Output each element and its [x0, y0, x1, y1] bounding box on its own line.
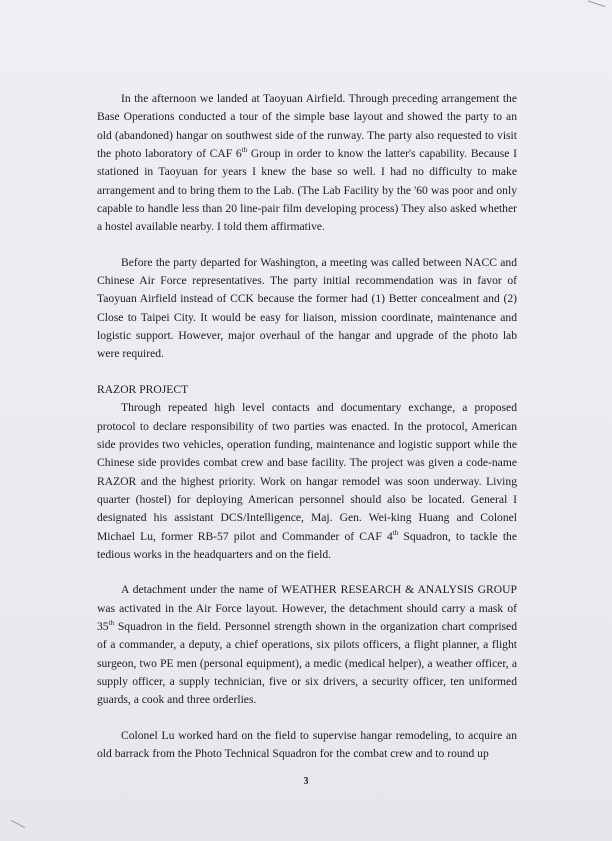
paragraph-detachment: A detachment under the name of WEATHER RESEARCH & ANALYSIS GROUP was activated in the Air Force layout. However, the detachment should carry a mask of 35th Squadron in the field. Personnel strength shown in the organization chart comprised of a commander, a deputy, a chief operations, six pilots officers, a flight planner, a flight surgeon, two PE men (personal equipment), a medic (medical helper), a weather officer, a supply officer, a supply technician, five or six drivers, a security officer, ten uniformed guards, a cook and three orderlies. — [97, 583, 517, 707]
document-body — [97, 90, 517, 763]
page-number: 3 — [303, 776, 309, 787]
paragraph-taoyuan-landing: In the afternoon we landed at Taoyuan Airfield. Through preceding arrangement the Base Operations conducted a tour of the simple base layout and showed the party to an old (abandoned) hangar on southwest side of the runway. The party also requested to visit the photo laboratory of CAF 6th Group in order to know the latter's capability. Because I stationed in Taoyuan for years I knew the base so well. I had no difficulty to make arrangement and to bring them to the Lab. (The Lab Facility by the '60 was poor and only capable to handle less than 20 line-pair film developing process) They also asked whether a hostel available nearby. I told them affirmative. — [97, 92, 518, 234]
paragraph-razor-protocol: Through repeated high level contacts and documentary exchange, a proposed protocol to declare responsibility of two parties was enacted. In the protocol, American side provides two vehicles, operation funding, maintenance and logistic support while the Chinese side provides combat crew and base facility. The project was given a code-name RAZOR and the highest priority. Work on hangar remodel was soon underway. Living quarter (hostel) for deploying American personnel should also be located. General I designated his assistant DCS/Intelligence, Maj. Gen. Wei-king Huang and Colonel Michael Lu, former RB-57 pilot and Commander of CAF 4th Squadron, to tackle the tedious works in the headquarters and on the field. — [97, 401, 517, 561]
section-heading: RAZOR PROJECT — [97, 382, 189, 396]
paragraph-colonel-lu: Colonel Lu worked hard on the field to supervise hangar remodeling, to acquire an old barrack from the Photo Technical Squadron for the combat crew and to round up — [97, 728, 517, 760]
scan-edge-mark — [585, 0, 606, 16]
scan-edge-mark — [7, 820, 25, 835]
paragraph-party-recommendation: Before the party departed for Washington, a meeting was called between NACC and Chinese Air Force representatives. The party initial recommendation was in favor of Taoyuan Airfield instead of CCK because the former had (1) Better concealment and (2) Close to Taipei City. It would be easy for liaison, mission coordinate, maintenance and logistic support. However, major overhaul of the hangar and upgrade of the photo lab were required. — [97, 255, 517, 361]
